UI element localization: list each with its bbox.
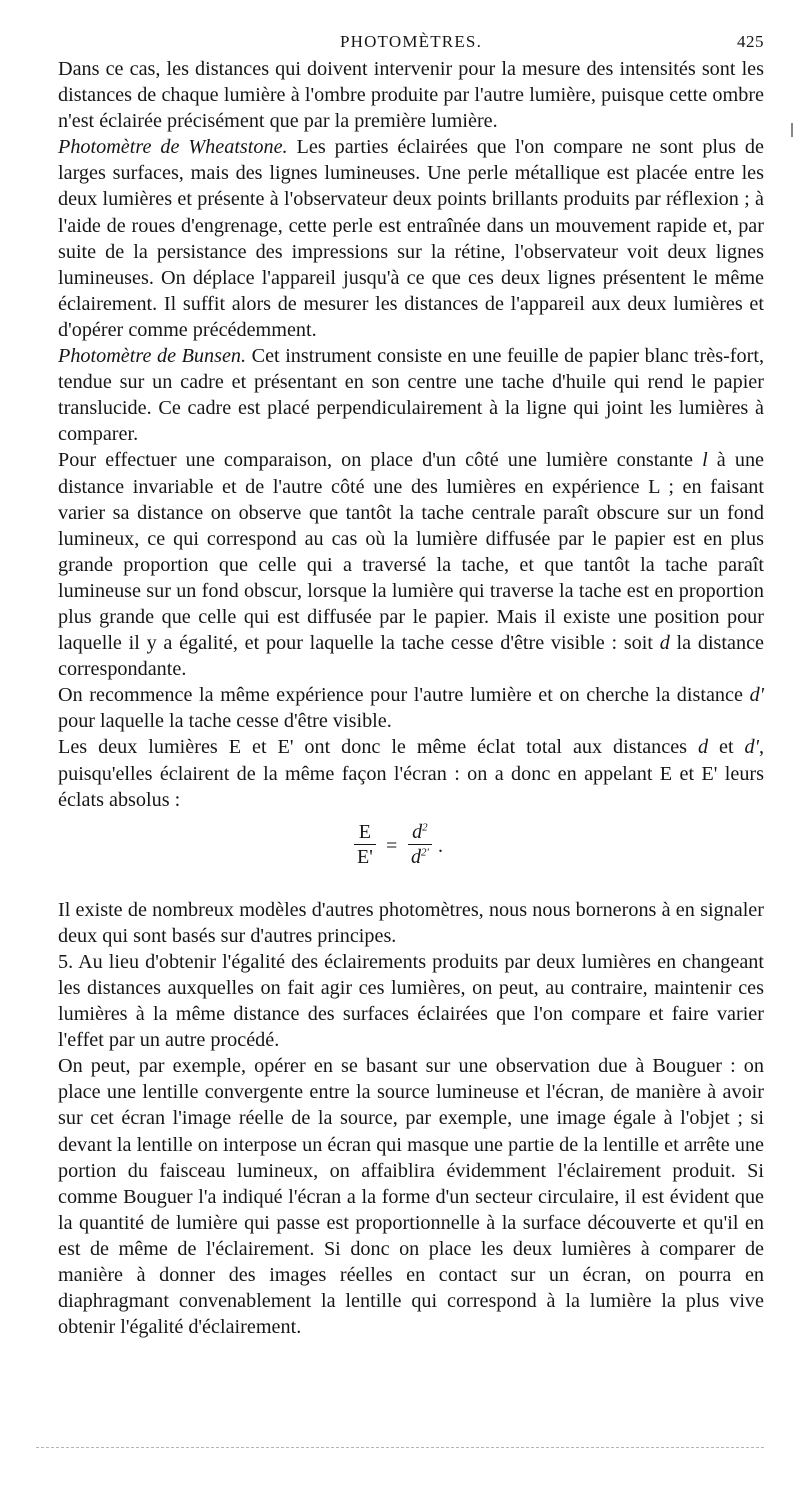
running-head <box>58 26 764 56</box>
formula-right-numerator-base: d <box>412 820 423 843</box>
paragraph-comparison <box>58 447 764 682</box>
page-number: 425 <box>737 32 764 51</box>
footer-rule <box>36 1447 764 1448</box>
bunsen-text: Cet instrument consiste en une feuille de papier blanc très-fort, tendue sur un cadre et présentant en son centre une tache d'huile qui rend le papier translucide. Ce cadre est placé perpendiculairement à la ligne qui joint les lumières à comparer. <box>58 345 764 446</box>
wheatstone-heading: Photomètre de Wheatstone. <box>58 136 288 159</box>
paragraph-other-models: Il existe de nombreux modèles d'autres photomètres, nous nous bornerons à en signaler deux qui sont basés sur d'autres principes. <box>58 898 764 947</box>
formula-left-denominator: E' <box>357 845 373 868</box>
paragraph-bouguer: On peut, par exemple, opérer en se basant sur une observation due à Bouguer : on place une lentille convergente entre la source lumineuse et l'écran, de manière à avoir sur cet écran l'image réelle de la source, par exemple, une image égale à l'objet ; si devant la lentille on interpose un écran qui masque une partie de la lentille et arrête une portion du faisceau lumineux, on affaiblira évidemment l'éclairement produit. Si comme Bouguer l'a indiqué l'écran a la forme d'un secteur circulaire, il est évident que la quantité de lumière qui passe est proportionnelle à la surface découverte et qu'il en est de même de l'éclairement. Si donc on place les deux lumières à comparer de manière à donner des images réelles en contact sur un écran, on pourra en diaphragmant convenablement la lentille qui correspond à la lumière la plus vive obtenir l'égalité d'éclairement. <box>58 1055 764 1339</box>
paragraph-section-5: 5. Au lieu d'obtenir l'égalité des éclairements produits par deux lumières en changeant les distances auxquelles on fait agir ces lumières, on peut, au contraire, maintenir ces lumières à la même distance des surfaces éclairées que l'on compare et faire varier l'effet par un autre procédé. <box>58 950 764 1052</box>
formula <box>58 817 764 883</box>
paragraph-wheatstone <box>58 134 764 343</box>
formula-right-denominator <box>408 846 432 868</box>
comparison-text-c: la distance correspondante. <box>58 632 764 681</box>
symbol-d-prime: d' <box>749 684 764 707</box>
eclat-text-b: , puisqu'elles éclairent de la même façon l'écran : on a donc en appelant E et E' leurs éclats absolus : <box>58 736 764 811</box>
formula-right-numerator <box>408 821 432 843</box>
symbol-l: l <box>702 449 708 472</box>
formula-left-fraction <box>354 821 376 868</box>
paragraph-eclat <box>58 734 764 812</box>
formula-right-denominator-base: d <box>411 845 421 868</box>
running-title: PHOTOMÈTRES. <box>339 32 483 51</box>
paragraph-1: Dans ce cas, les distances qui doivent intervenir pour la mesure des intensités sont les distances de chaque lumière à l'ombre produite par l'autre lumière, puisque cette ombre n'est éclairée précisément que par la première lumière. <box>58 58 764 133</box>
formula-right-bar <box>408 844 432 845</box>
repeat-text-a: On recommence la même expérience pour l'autre lumière et on cherche la distance <box>58 684 750 707</box>
formula-equals: = <box>386 834 398 857</box>
margin-mark <box>791 123 793 137</box>
eclat-and: et <box>708 736 745 759</box>
formula-right-denominator-exp: 2' <box>421 846 429 859</box>
formula-left-bar <box>354 844 376 845</box>
bunsen-heading: Photomètre de Bunsen. <box>58 345 247 368</box>
formula-tail: . <box>438 834 443 857</box>
comparison-text-b: à une distance invariable et de l'autre côté une des lumières en expérience L ; en faisant varier sa distance on observe que tantôt la tache centrale paraît obscure sur un fond lumineux, ce qui correspond au cas où la lumière diffusée par le papier est en plus grande proportion que celle qui a traversé la tache, et que tantôt la tache paraît lumineuse sur un fond obscur, lorsque la lumière qui traverse la tache est en proportion plus grande que celle qui est diffusée par le papier. Mais il existe une position pour laquelle il y a égalité, et pour laquelle la tache cesse d'être visible : soit <box>58 449 764 655</box>
formula-right-fraction <box>408 821 432 868</box>
formula-left-numerator: E <box>358 820 372 843</box>
eclat-symbol-d: d <box>697 736 709 759</box>
page <box>58 26 764 1340</box>
paragraph-repeat <box>58 682 764 734</box>
formula-right-numerator-exp: 2 <box>422 821 428 834</box>
eclat-text-a: Les deux lumières E et E' ont donc le même éclat total aux distances <box>58 736 698 759</box>
eclat-symbol-d-prime: d' <box>744 736 759 759</box>
wheatstone-text: Les parties éclairées que l'on compare ne sont plus de larges surfaces, mais des lignes lumineuses. Une perle métallique est placée entre les deux lumières et présente à l'observateur deux points brillants produits par réflexion ; à l'aide de roues d'engrenage, cette perle est entraînée dans un mouvement rapide et, par suite de la persistance des impressions sur la rétine, l'observateur voit deux lignes lumineuses. On déplace l'appareil jusqu'à ce que ces deux lignes présentent le même éclairement. Il suffit alors de mesurer les distances de l'appareil aux deux lumières et d'opérer comme précédemment. <box>58 136 764 341</box>
symbol-d: d <box>659 632 670 655</box>
paragraph-bunsen <box>58 343 764 447</box>
repeat-text-b: pour laquelle la tache cesse d'être visible. <box>58 710 392 733</box>
body-text <box>58 56 764 1340</box>
comparison-text-a: Pour effectuer une comparaison, on place d'un côté une lumière constante <box>58 449 703 472</box>
